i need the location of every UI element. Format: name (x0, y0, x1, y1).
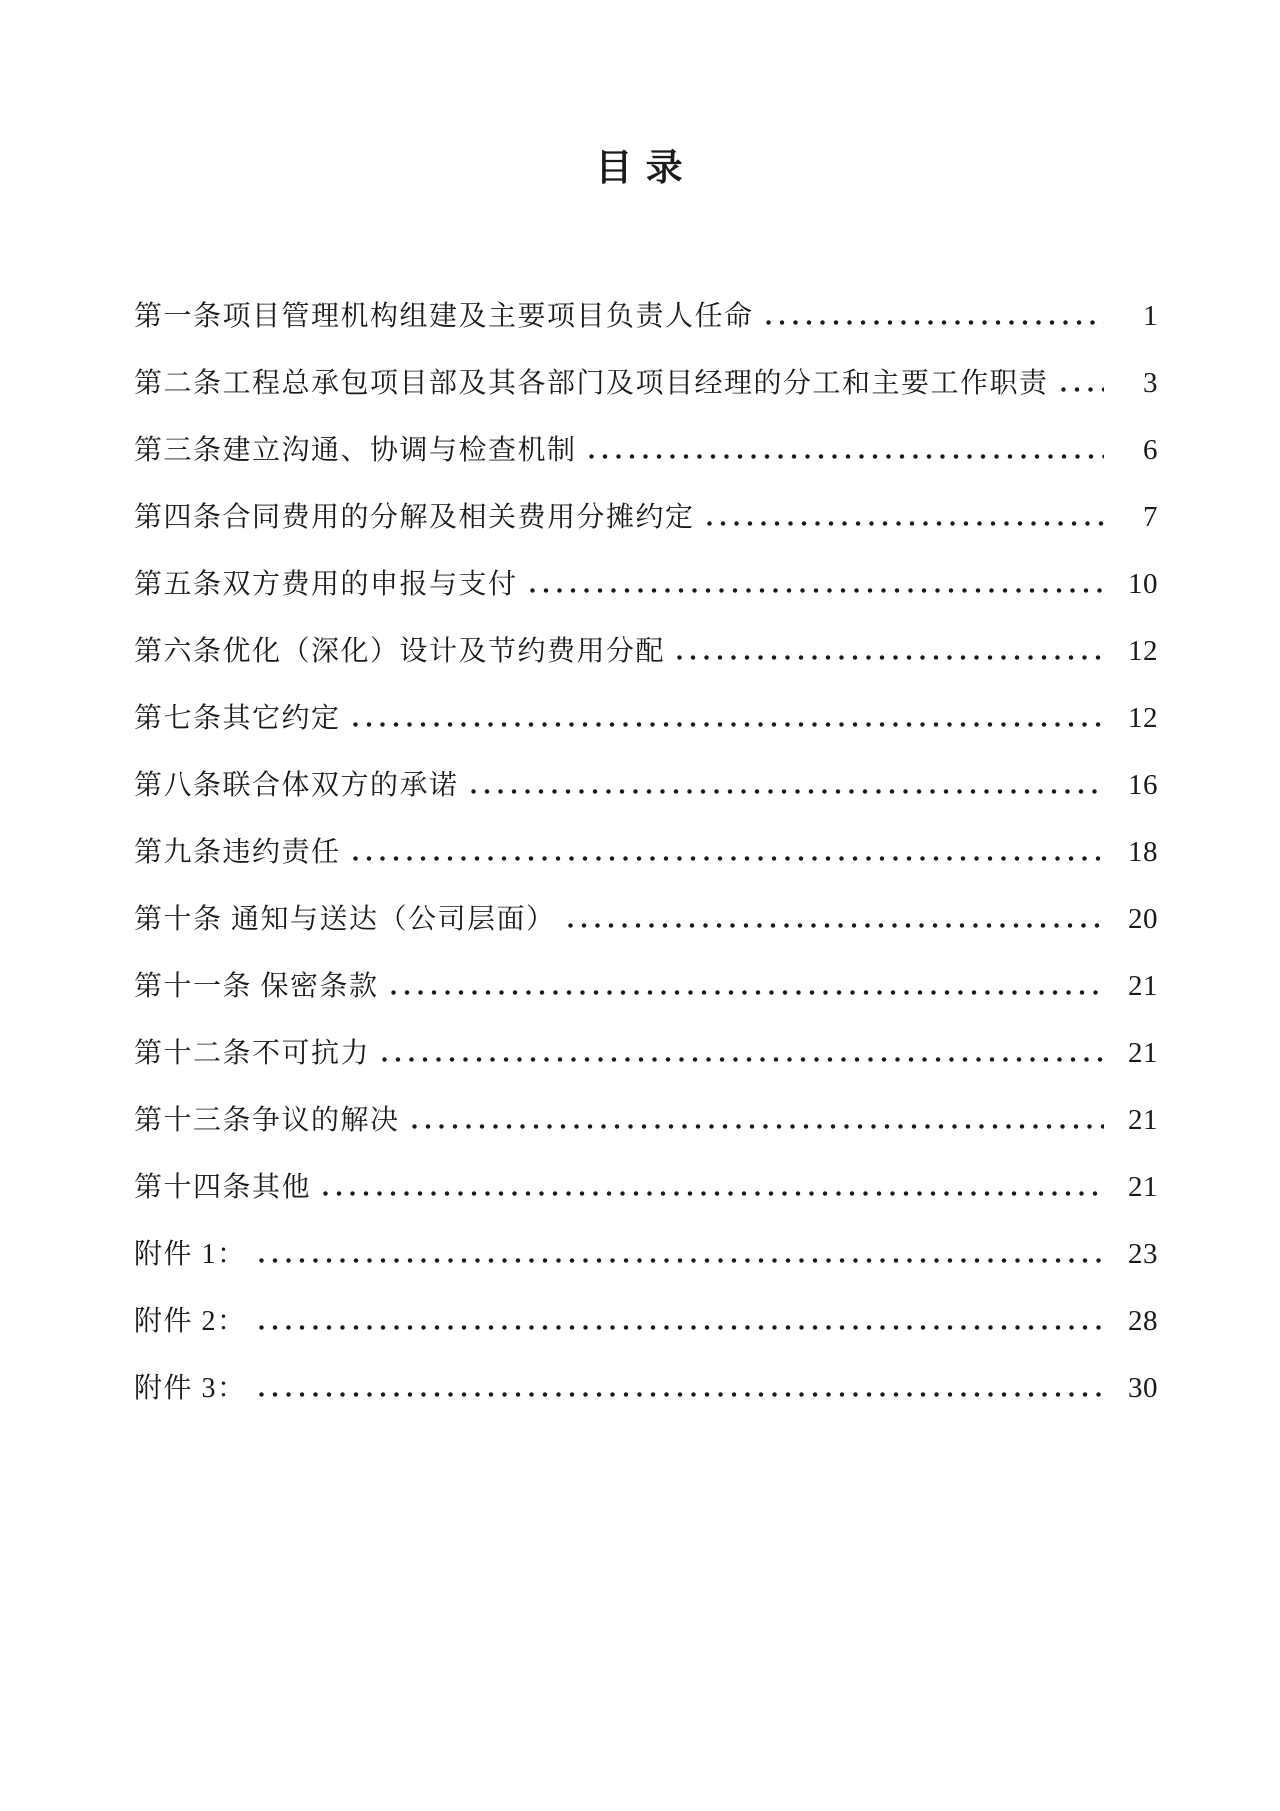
toc-entry-page: 23 (1128, 1238, 1158, 1270)
toc-entry[interactable] (134, 1098, 1158, 1165)
dot-leader (707, 521, 1104, 526)
toc-entry-page: 20 (1128, 903, 1158, 935)
toc-entry-label: 第九条违约责任 (134, 837, 341, 868)
toc-entry-label: 第三条建立沟通、协调与检查机制 (134, 435, 577, 466)
toc-entry-label: 第四条合同费用的分解及相关费用分摊约定 (134, 502, 695, 533)
toc-entry-page: 7 (1143, 501, 1158, 533)
toc-entry-page: 3 (1143, 367, 1158, 399)
toc-entry[interactable] (134, 562, 1158, 629)
toc-entry[interactable] (134, 1299, 1158, 1366)
dot-leader (471, 789, 1104, 794)
toc-entry[interactable] (134, 1366, 1158, 1433)
toc-entry-page: 6 (1143, 434, 1158, 466)
toc-entry-label: 第七条其它约定 (134, 703, 341, 734)
toc-entry-label: 第十四条其他 (134, 1172, 312, 1203)
dot-leader (353, 856, 1104, 861)
toc-entry-page: 21 (1128, 1171, 1158, 1203)
toc-entry[interactable] (134, 428, 1158, 495)
toc-entry-label: 第十一条 保密条款 (134, 971, 379, 1002)
toc-entry-label: 第六条优化（深化）设计及节约费用分配 (134, 636, 666, 667)
table-of-contents (134, 294, 1158, 1433)
toc-entry-page: 21 (1128, 970, 1158, 1002)
toc-entry[interactable] (134, 763, 1158, 830)
toc-entry[interactable] (134, 964, 1158, 1031)
toc-entry[interactable] (134, 897, 1158, 964)
toc-entry-page: 10 (1128, 568, 1158, 600)
toc-entry-label: 第十条 通知与送达（公司层面） (134, 904, 556, 935)
toc-entry[interactable] (134, 696, 1158, 763)
toc-entry[interactable] (134, 294, 1158, 361)
dot-leader (677, 655, 1104, 660)
toc-entry-label: 第一条项目管理机构组建及主要项目负责人任命 (134, 301, 754, 332)
toc-entry[interactable] (134, 1165, 1158, 1232)
toc-entry-label: 第八条联合体双方的承诺 (134, 770, 459, 801)
dot-leader (766, 320, 1104, 325)
dot-leader (530, 588, 1104, 593)
dot-leader (353, 722, 1104, 727)
dot-leader (382, 1057, 1104, 1062)
toc-entry-page: 30 (1128, 1372, 1158, 1404)
toc-entry-page: 12 (1128, 702, 1158, 734)
toc-entry-label: 附件 2： (134, 1306, 247, 1337)
toc-entry-page: 28 (1128, 1305, 1158, 1337)
dot-leader (323, 1191, 1104, 1196)
toc-entry[interactable] (134, 1232, 1158, 1299)
toc-entry-page: 1 (1143, 300, 1158, 332)
toc-entry[interactable] (134, 361, 1158, 428)
toc-entry-page: 18 (1128, 836, 1158, 868)
dot-leader (589, 454, 1104, 459)
toc-entry-page: 21 (1128, 1037, 1158, 1069)
toc-entry-label: 第二条工程总承包项目部及其各部门及项目经理的分工和主要工作职责 (134, 368, 1049, 399)
toc-entry-label: 附件 1： (134, 1239, 247, 1270)
toc-entry-page: 16 (1128, 769, 1158, 801)
dot-leader (391, 990, 1104, 995)
dot-leader (259, 1325, 1104, 1330)
toc-entry-label: 附件 3： (134, 1373, 247, 1404)
toc-entry[interactable] (134, 495, 1158, 562)
toc-entry-page: 21 (1128, 1104, 1158, 1136)
toc-entry[interactable] (134, 830, 1158, 897)
toc-entry-label: 第十三条争议的解决 (134, 1105, 400, 1136)
toc-entry[interactable] (134, 1031, 1158, 1098)
dot-leader (1061, 387, 1104, 392)
dot-leader (412, 1124, 1104, 1129)
toc-entry-label: 第十二条不可抗力 (134, 1038, 371, 1069)
toc-entry[interactable] (134, 629, 1158, 696)
toc-entry-page: 12 (1128, 635, 1158, 667)
toc-entry-label: 第五条双方费用的申报与支付 (134, 569, 518, 600)
dot-leader (568, 923, 1104, 928)
dot-leader (259, 1392, 1104, 1397)
dot-leader (259, 1258, 1104, 1263)
page-title: 目 录 (595, 148, 685, 189)
